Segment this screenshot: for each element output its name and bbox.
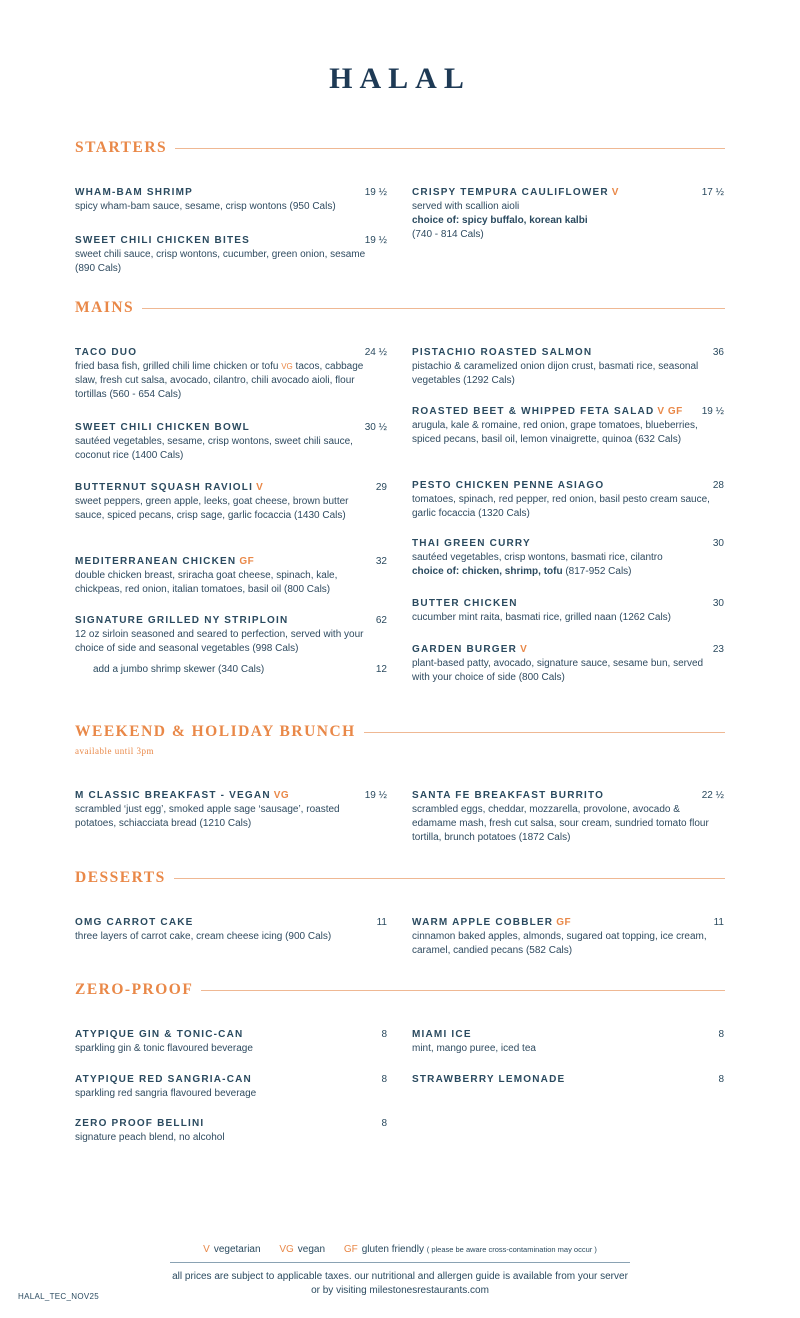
item-name: PESTO CHICKEN PENNE ASIAGO [412, 480, 605, 491]
legend-label-gluten-friendly: gluten friendly [361, 1244, 424, 1255]
item-price: 36 [712, 347, 724, 358]
section-subtitle: available until 3pm [75, 746, 154, 756]
item-price: 8 [718, 1029, 724, 1040]
legend-divider [170, 1262, 630, 1263]
section-divider [175, 148, 725, 149]
dietary-tag: GF [556, 917, 572, 928]
item-description: cucumber mint raita, basmati rice, grilled naan (1262 Cals) [412, 612, 671, 623]
item-price: 24 ½ [364, 347, 387, 358]
item-price: 28 [712, 480, 724, 491]
section-header-zero-proof [75, 980, 725, 1000]
item-description: sautéed vegetables, sesame, crisp wontons, sweet chili sauce, coconut rice (1400 Cals) [75, 436, 353, 461]
menu-item-garden-burger [412, 643, 724, 685]
menu-item-mediterranean-chicken [75, 555, 387, 597]
item-description: sweet chili sauce, crisp wontons, cucumber, green onion, sesame (890 Cals) [75, 249, 366, 274]
dietary-tag: VG [273, 790, 290, 801]
section-header-mains [75, 298, 725, 318]
item-description: arugula, kale & romaine, red onion, grape tomatoes, blueberries, spiced pecans, basil oil, lemon vinaigrette, quinoa (632 Cals) [412, 420, 698, 445]
section-divider [364, 732, 725, 733]
item-description: sautéed vegetables, crisp wontons, basmati rice, cilantro [412, 552, 663, 563]
menu-item-thai-green-curry [412, 537, 724, 579]
menu-item-sweet-chili-chicken-bowl [75, 421, 387, 463]
item-name: CRISPY TEMPURA CAULIFLOWER V [412, 187, 619, 198]
item-name: SIGNATURE GRILLED NY STRIPLOIN [75, 615, 289, 626]
item-name: SWEET CHILI CHICKEN BOWL [75, 422, 250, 433]
item-description: plant-based patty, avocado, signature sauce, sesame bun, served with your choice of side (800 Cals) [412, 658, 704, 683]
item-name: OMG CARROT CAKE [75, 917, 194, 928]
item-price: 23 [712, 644, 724, 655]
section-header-desserts [75, 868, 725, 888]
item-description: sparkling red sangria flavoured beverage [75, 1088, 257, 1099]
item-price: 22 ½ [701, 790, 724, 801]
item-price: 32 [375, 556, 387, 567]
addon-price: 12 [375, 664, 387, 675]
item-choice: choice of: chicken, shrimp, tofu (817-952 Cals) [412, 566, 632, 577]
item-name: ATYPIQUE RED SANGRIA-CAN [75, 1074, 252, 1085]
footer-note [120, 1270, 680, 1298]
item-price: 19 ½ [364, 187, 387, 198]
item-description: three layers of carrot cake, cream cheese icing (900 Cals) [75, 931, 332, 942]
menu-item-butternut-squash-ravioli [75, 481, 387, 523]
menu-item-crispy-tempura-cauliflower [412, 186, 724, 242]
item-price: 11 [376, 917, 387, 928]
item-name: ATYPIQUE GIN & TONIC-CAN [75, 1029, 244, 1040]
legend-label-vegetarian: vegetarian [213, 1244, 261, 1255]
section-title: ZERO-PROOF [75, 981, 194, 998]
item-price: 62 [375, 615, 387, 626]
item-name: BUTTER CHICKEN [412, 598, 518, 609]
item-price: 30 [712, 598, 724, 609]
section-divider [142, 308, 725, 309]
menu-item-signature-grilled-ny-striploin [75, 614, 387, 656]
menu-item-taco-duo [75, 346, 387, 402]
item-name: ZERO PROOF BELLINI [75, 1118, 205, 1129]
page-title: HALAL [329, 62, 471, 95]
item-price: 8 [718, 1074, 724, 1085]
item-name: MEDITERRANEAN CHICKEN GF [75, 556, 255, 567]
item-name: SANTA FE BREAKFAST BURRITO [412, 790, 605, 801]
item-name: TACO DUO [75, 347, 138, 358]
menu-addon-jumbo-shrimp-skewer [93, 663, 387, 677]
dietary-tag: V [520, 644, 528, 655]
item-description: signature peach blend, no alcohol [75, 1132, 225, 1143]
item-description: tomatoes, spinach, red pepper, red onion, basil pesto cream sauce, garlic focaccia (1320 Cals) [412, 494, 710, 519]
item-description: fried basa fish, grilled chili lime chicken or tofu VG tacos, cabbage slaw, fresh cut salsa, avocado, cilantro, chili avocado aioli, flour tortillas (560 - 654 Cals) [75, 361, 364, 400]
menu-item-atypique-gin-tonic [75, 1028, 387, 1056]
menu-item-miami-ice [412, 1028, 724, 1056]
section-title: DESSERTS [75, 869, 166, 886]
legend-key-vg: VG [279, 1244, 294, 1255]
item-description: 12 oz sirloin seasoned and seared to perfection, served with your choice of side and seasonal vegetables (998 Cals) [75, 629, 364, 654]
item-description: sparkling gin & tonic flavoured beverage [75, 1043, 253, 1054]
item-name: PISTACHIO ROASTED SALMON [412, 347, 593, 358]
dietary-tag: VG [281, 362, 293, 371]
menu-item-m-classic-breakfast-vegan [75, 789, 387, 831]
item-description: scrambled eggs, cheddar, mozzarella, provolone, avocado & edamame mash, fresh cut salsa, sour cream, sundried tomato flour tortilla, brunch potatoes (1872 Cals) [412, 804, 709, 843]
menu-item-pesto-chicken-penne-asiago [412, 479, 724, 521]
section-title: MAINS [75, 299, 135, 316]
menu-item-butter-chicken [412, 597, 724, 625]
item-description: pistachio & caramelized onion dijon crust, basmati rice, seasonal vegetables (1292 Cals) [412, 361, 699, 386]
item-name: WHAM-BAM SHRIMP [75, 187, 193, 198]
item-description: mint, mango puree, iced tea [412, 1043, 536, 1054]
item-price: 11 [713, 917, 724, 928]
item-description: scrambled ‘just egg’, smoked apple sage ‘sausage’, roasted potatoes, schiacciata bread (1210 Cals) [75, 804, 340, 829]
item-price: 19 ½ [364, 790, 387, 801]
item-price: 29 [375, 482, 387, 493]
menu-code: HALAL_TEC_NOV25 [18, 1292, 99, 1301]
item-name: BUTTERNUT SQUASH RAVIOLI V [75, 482, 264, 493]
item-price: 30 ½ [364, 422, 387, 433]
item-choice: choice of: spicy buffalo, korean kalbi [412, 215, 588, 226]
addon-calories: (340 Cals) [215, 664, 265, 675]
item-name: STRAWBERRY LEMONADE [412, 1074, 566, 1085]
item-price: 17 ½ [701, 187, 724, 198]
item-name: SWEET CHILI CHICKEN BITES [75, 235, 251, 246]
section-title: STARTERS [75, 139, 168, 156]
dietary-tag: V [611, 187, 619, 198]
item-description: double chicken breast, sriracha goat cheese, spinach, kale, chickpeas, red onion, italian tomatoes, basil oil (800 Cals) [75, 570, 338, 595]
dietary-tag: V [256, 482, 264, 493]
section-divider [174, 878, 725, 879]
section-header-brunch [75, 722, 725, 742]
menu-item-zero-proof-bellini [75, 1117, 387, 1145]
item-price: 30 [712, 538, 724, 549]
menu-item-pistachio-roasted-salmon [412, 346, 724, 388]
menu-item-atypique-red-sangria [75, 1073, 387, 1101]
legend-key-v: V [203, 1244, 210, 1255]
menu-item-warm-apple-cobbler [412, 916, 724, 958]
legend-note: ( please be aware cross-contamination may occur ) [426, 1245, 597, 1254]
item-price: 19 ½ [364, 235, 387, 246]
section-title: WEEKEND & HOLIDAY BRUNCH [75, 723, 356, 740]
footer-line-2: or by visiting milestonesrestaurants.com [311, 1285, 489, 1296]
item-calories: (740 - 814 Cals) [412, 229, 484, 240]
section-divider [201, 990, 725, 991]
item-price: 8 [381, 1029, 387, 1040]
item-description: cinnamon baked apples, almonds, sugared oat topping, ice cream, caramel, candied pecans (582 Cals) [412, 931, 707, 956]
legend-key-gf: GF [343, 1244, 358, 1255]
item-price: 8 [381, 1074, 387, 1085]
addon-label: add a jumbo shrimp skewer [93, 664, 216, 675]
item-description: served with scallion aioli [412, 201, 520, 212]
dietary-legend [170, 1244, 630, 1255]
menu-item-sweet-chili-chicken-bites [75, 234, 387, 276]
dietary-tag: V GF [657, 406, 683, 417]
item-price: 19 ½ [701, 406, 724, 417]
menu-item-santa-fe-breakfast-burrito [412, 789, 724, 845]
item-name: THAI GREEN CURRY [412, 538, 531, 549]
item-name: WARM APPLE COBBLER GF [412, 917, 572, 928]
menu-item-roasted-beet-whipped-feta-salad [412, 405, 724, 447]
item-name: GARDEN BURGER V [412, 644, 528, 655]
item-description: spicy wham-bam sauce, sesame, crisp wontons (950 Cals) [75, 201, 336, 212]
item-name: ROASTED BEET & WHIPPED FETA SALAD V GF [412, 406, 683, 417]
menu-item-strawberry-lemonade [412, 1073, 724, 1087]
item-description: sweet peppers, green apple, leeks, goat cheese, brown butter sauce, spiced pecans, crisp sage, garlic focaccia (1430 Cals) [75, 496, 349, 521]
menu-item-omg-carrot-cake [75, 916, 387, 944]
item-name: M CLASSIC BREAKFAST - VEGAN VG [75, 790, 290, 801]
item-price: 8 [381, 1118, 387, 1129]
section-header-starters [75, 138, 725, 158]
item-name: MIAMI ICE [412, 1029, 472, 1040]
menu-item-wham-bam-shrimp [75, 186, 387, 214]
footer-line-1: all prices are subject to applicable taxes. our nutritional and allergen guide is available from your server [172, 1271, 628, 1282]
dietary-tag: GF [239, 556, 255, 567]
legend-label-vegan: vegan [297, 1244, 326, 1255]
